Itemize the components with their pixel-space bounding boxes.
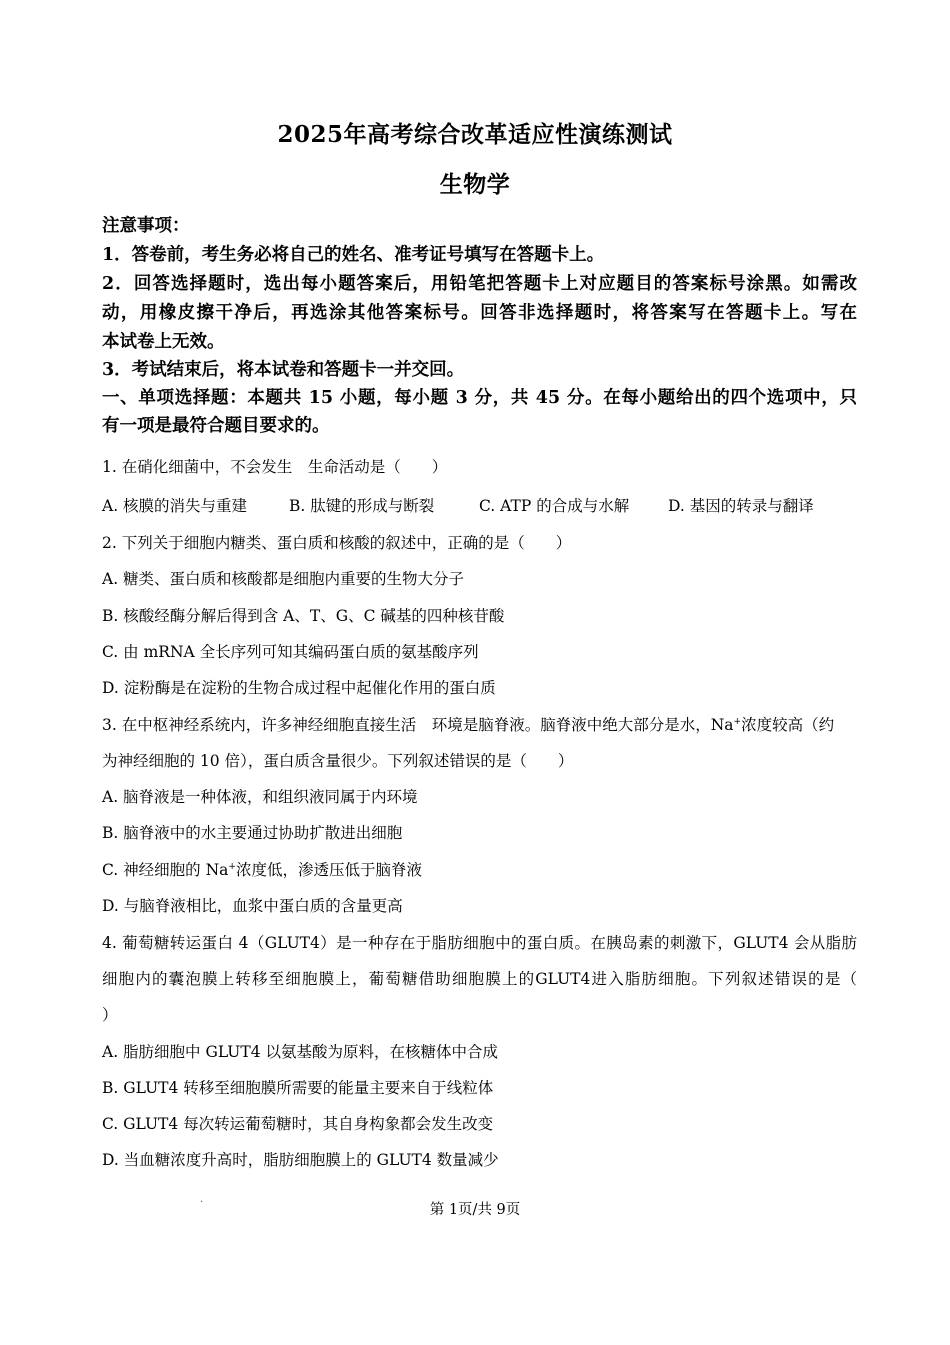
question-2-stem: 2. 下列关于细胞内糖类、蛋白质和核酸的叙述中，正确的是（ ） — [102, 534, 572, 552]
exam-title: 2025年高考综合改革适应性演练测试 — [277, 121, 673, 148]
question-3-option-c-main: C. 神经细胞的 Na — [102, 861, 229, 879]
notice-item-2-line-3: 本试卷上无效。 — [102, 332, 225, 352]
notice-item-2-line-2: 动，用橡皮擦干净后，再选涂其他答案标号。回答非选择题时，将答案写在答题卡上。写在 — [102, 303, 857, 323]
notice-item-2-line-1: 2．回答选择题时，选出每小题答案后，用铅笔把答题卡上对应题目的答案标号涂黑。如需改 — [102, 274, 857, 294]
question-3-option-a: A. 脑脊液是一种体液，和组织液同属于内环境 — [102, 788, 418, 806]
notice-heading: 注意事项： — [102, 216, 190, 236]
question-2-option-c: C. 由 mRNA 全长序列可知其编码蛋白质的氨基酸序列 — [102, 643, 479, 661]
sodium-charge: + — [733, 717, 742, 727]
question-4-option-b: B. GLUT4 转移至细胞膜所需要的能量主要来自于线粒体 — [102, 1079, 494, 1097]
question-1-stem: 1. 在硝化细菌中，不会发生 生命活动是（ ） — [102, 458, 448, 476]
question-4-option-c: C. GLUT4 每次转运葡萄糖时，其自身构象都会发生改变 — [102, 1115, 494, 1133]
notice-item-1: 1．答卷前，考生务必将自己的姓名、准考证号填写在答题卡上。 — [102, 245, 605, 265]
question-3-option-c-tail: 浓度低，渗透压低于脑脊液 — [235, 861, 422, 879]
subject-title: 生物学 — [439, 171, 511, 198]
question-2-option-a: A. 糖类、蛋白质和核酸都是细胞内重要的生物大分子 — [102, 570, 465, 588]
question-4-option-a: A. 脂肪细胞中 GLUT4 以氨基酸为原料，在核糖体中合成 — [102, 1043, 498, 1061]
question-4-option-d: D. 当血糖浓度升高时，脂肪细胞膜上的 GLUT4 数量减少 — [102, 1151, 499, 1169]
section-heading-line-1: 一、单项选择题：本题共 15 小题，每小题 3 分，共 45 分。在每小题给出的四个选项中，只 — [102, 388, 857, 408]
question-3-option-d: D. 与脑脊液相比，血浆中蛋白质的含量更高 — [102, 897, 403, 915]
question-3-option-c — [102, 858, 422, 880]
question-3-stem-line-1 — [102, 713, 834, 735]
question-3-stem-line-1-main: 3. 在中枢神经系统内，许多神经细胞直接生活 环境是脑脊液。脑脊液中绝大部分是水，Na — [102, 716, 734, 734]
notice-item-3: 3．考试结束后，将本试卷和答题卡一并交回。 — [102, 360, 465, 380]
page-number: 第 1页/共 9页 — [429, 1202, 521, 1218]
question-2-option-d: D. 淀粉酶是在淀粉的生物合成过程中起催化作用的蛋白质 — [102, 679, 496, 697]
footer-mark: · — [200, 1197, 204, 1208]
question-4-stem-line-3: ） — [102, 1006, 118, 1024]
question-3-option-b: B. 脑脊液中的水主要通过协助扩散进出细胞 — [102, 824, 403, 842]
question-1-option-d: D. 基因的转录与翻译 — [668, 497, 814, 515]
question-3-stem-line-1-tail: 浓度较高（约 — [741, 716, 835, 734]
question-1-option-b: B. 肽键的形成与断裂 — [289, 497, 435, 515]
question-4-stem-line-1: 4. 葡萄糖转运蛋白 4（GLUT4）是一种存在于脂肪细胞中的蛋白质。在胰岛素的刺激下，GLUT4 会从脂肪 — [102, 934, 857, 952]
sodium-charge: + — [228, 862, 236, 872]
question-4-stem-line-2: 细胞内的囊泡膜上转移至细胞膜上，葡萄糖借助细胞膜上的GLUT4进入脂肪细胞。下列叙述错误的是（ — [102, 970, 857, 988]
question-1-option-c: C. ATP 的合成与水解 — [479, 497, 630, 515]
section-heading-line-2: 有一项是最符合题目要求的。 — [102, 416, 330, 436]
question-2-option-b: B. 核酸经酶分解后得到含 A、T、G、C 碱基的四种核苷酸 — [102, 607, 505, 625]
question-3-stem-line-2: 为神经细胞的 10 倍），蛋白质含量很少。下列叙述错误的是（ ） — [102, 752, 574, 770]
question-1-option-a: A. 核膜的消失与重建 — [102, 497, 248, 515]
